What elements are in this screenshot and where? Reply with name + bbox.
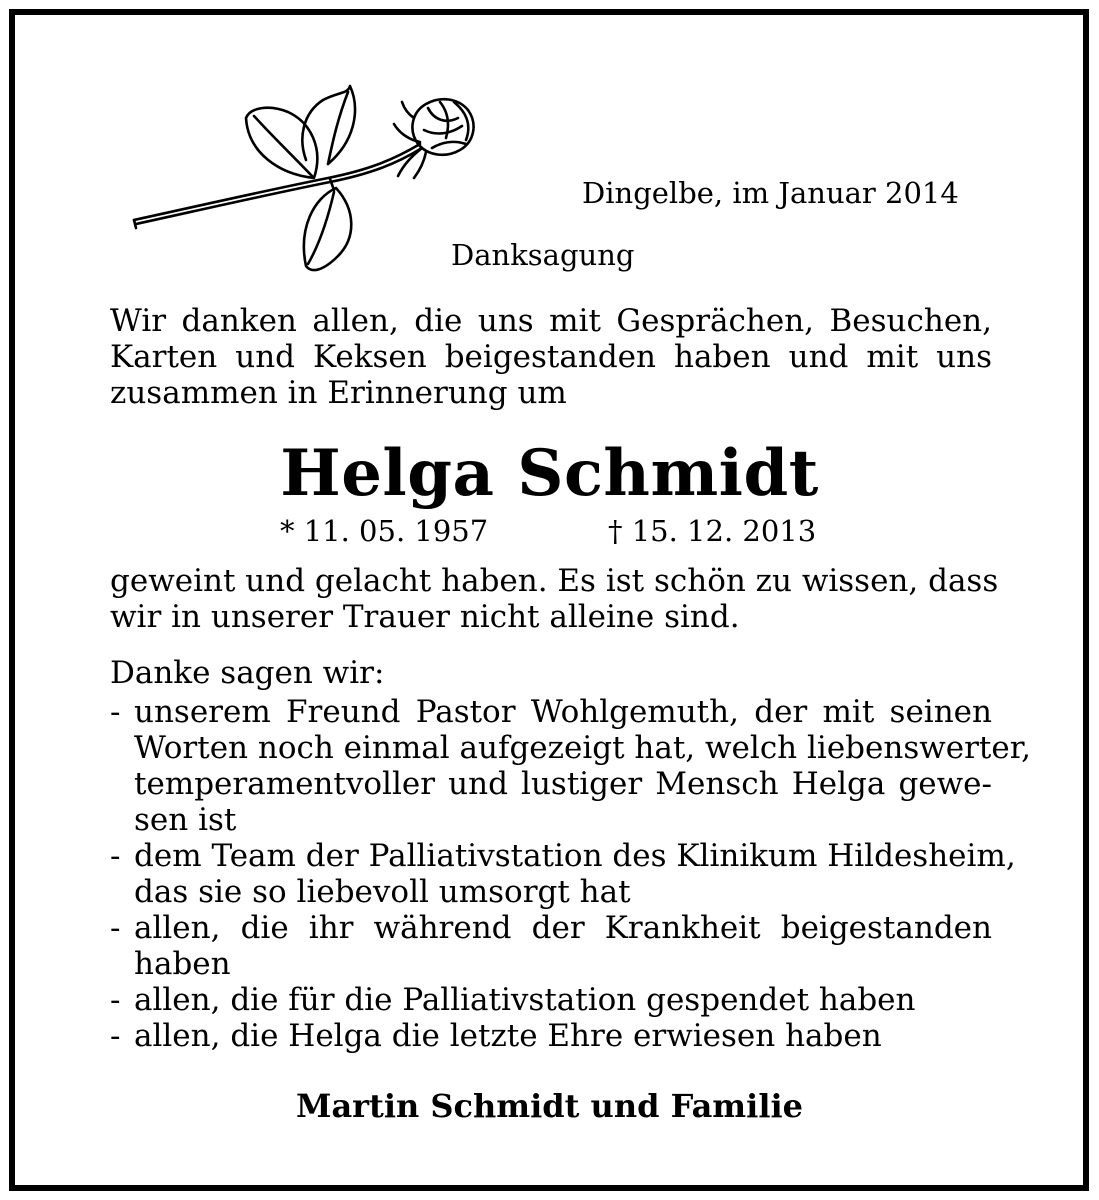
list-item-line: Worten noch einmal aufgezeigt hat, welch liebenswerter,: [134, 730, 1032, 766]
list-item-line: haben: [134, 946, 231, 982]
list-item: [110, 694, 1032, 838]
list-dash: -: [110, 982, 121, 1018]
list-item: [110, 982, 992, 1018]
thanks-intro: [110, 655, 992, 691]
birth-date: * 11. 05. 1957: [280, 514, 489, 548]
intro-paragraph: [110, 303, 992, 411]
signature: Martin Schmidt und Familie: [296, 1087, 803, 1125]
list-item-line: allen, die Helga die letzte Ehre erwiesen haben: [134, 1018, 882, 1054]
list-dash: -: [110, 838, 121, 874]
continuation-line: wir in unserer Trauer nicht alleine sind.: [110, 599, 740, 635]
thanks-intro-text: Danke sagen wir:: [110, 655, 385, 691]
list-item-line: allen, die ihr während der Krankheit beigestanden: [134, 910, 992, 946]
list-item-line: sen ist: [134, 802, 237, 838]
list-item-line: das sie so liebevoll umsorgt hat: [134, 874, 631, 910]
list-item-line: allen, die für die Palliativstation gespendet haben: [134, 982, 916, 1018]
continuation-paragraph: [110, 563, 999, 635]
list-item-line: unserem Freund Pastor Wohlgemuth, der mit seinen: [134, 694, 992, 730]
rose-icon: [128, 78, 480, 283]
continuation-line: geweint und gelacht haben. Es ist schön zu wissen, dass: [110, 563, 999, 599]
list-item: [110, 910, 992, 982]
list-dash: -: [110, 1018, 121, 1054]
intro-line: Wir danken allen, die uns mit Gesprächen, Besuchen,: [110, 303, 992, 339]
list-dash: -: [110, 694, 121, 730]
heading-danksagung: Danksagung: [451, 238, 635, 272]
death-date: † 15. 12. 2013: [608, 514, 817, 548]
list-item: [110, 838, 1016, 910]
intro-line: Karten und Keksen beigestanden haben und mit uns: [110, 339, 992, 375]
list-item: [110, 1018, 992, 1054]
intro-line: zusammen in Erinnerung um: [110, 375, 567, 411]
thanks-list: [110, 694, 1032, 1054]
list-item-line: temperamentvoller und lustiger Mensch Helga gewe-: [134, 766, 992, 802]
place-date: Dingelbe, im Januar 2014: [582, 176, 959, 210]
list-dash: -: [110, 910, 121, 946]
list-item-line: dem Team der Palliativstation des Klinikum Hildesheim,: [134, 838, 1016, 874]
deceased-name: Helga Schmidt: [280, 436, 819, 511]
